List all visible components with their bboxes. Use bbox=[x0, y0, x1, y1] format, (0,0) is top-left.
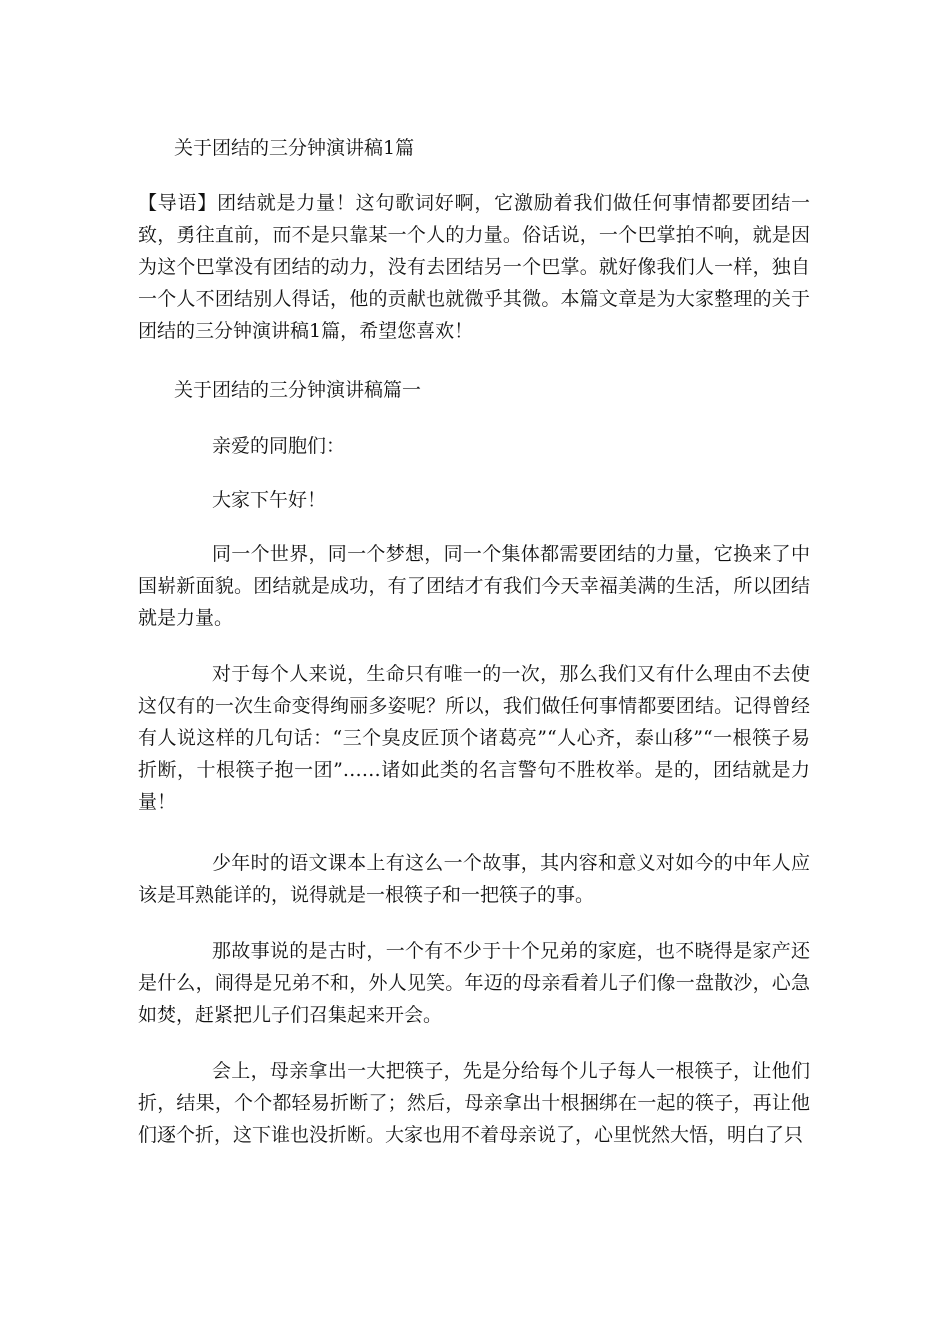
body-paragraph-1: 同一个世界，同一个梦想，同一个集体都需要团结的力量，它换来了中国崭新面貌。团结就是成功，有了团结才有我们今天幸福美满的生活，所以团结就是力量。 bbox=[138, 543, 810, 629]
body-paragraph-2: 对于每个人来说，生命只有唯一的一次，那么我们又有什么理由不去使这仅有的一次生命变得绚丽多姿呢？所以，我们做任何事情都要团结。记得曾经有人说这样的几句话：“三个臭皮匠顶个诸葛亮”“人心齐，泰山移”“一根筷子易折断，十根筷子抱一团”……诸如此类的名言警句不胜枚举。是的，团结就是力量！ bbox=[138, 663, 810, 813]
body-paragraph-5: 会上，母亲拿出一大把筷子，先是分给每个儿子每人一根筷子，让他们折，结果，个个都轻易折断了；然后，母亲拿出十根捆绑在一起的筷子，再让他们逐个折，这下谁也没折断。大家也用不着母亲说了，心里恍然大悟，明白了只 bbox=[138, 1060, 810, 1146]
body-paragraph-4: 那故事说的是古时，一个有不少于十个兄弟的家庭，也不晓得是家产还是什么，闹得是兄弟不和，外人见笑。年迈的母亲看着儿子们像一盘散沙，心急如焚，赶紧把儿子们召集起来开会。 bbox=[138, 940, 810, 1026]
intro-paragraph: 【导语】团结就是力量！这句歌词好啊，它激励着我们做任何事情都要团结一致，勇往直前，而不是只靠某一个人的力量。俗话说，一个巴掌拍不响，就是因为这个巴掌没有团结的动力，没有去团结另一个巴掌。就好像我们人一样，独自一个人不团结别人得话，他的贡献也就微乎其微。本篇文章是为大家整理的关于团结的三分钟演讲稿1篇，希望您喜欢！ bbox=[138, 192, 810, 342]
section-heading: 关于团结的三分钟演讲稿篇一 bbox=[174, 379, 422, 401]
salutation: 亲爱的同胞们： bbox=[212, 435, 346, 457]
body-paragraph-3: 少年时的语文课本上有这么一个故事，其内容和意义对如今的中年人应该是耳熟能详的，说得就是一根筷子和一把筷子的事。 bbox=[138, 852, 810, 906]
greeting: 大家下午好！ bbox=[212, 489, 327, 511]
document-title: 关于团结的三分钟演讲稿1篇 bbox=[174, 137, 415, 159]
